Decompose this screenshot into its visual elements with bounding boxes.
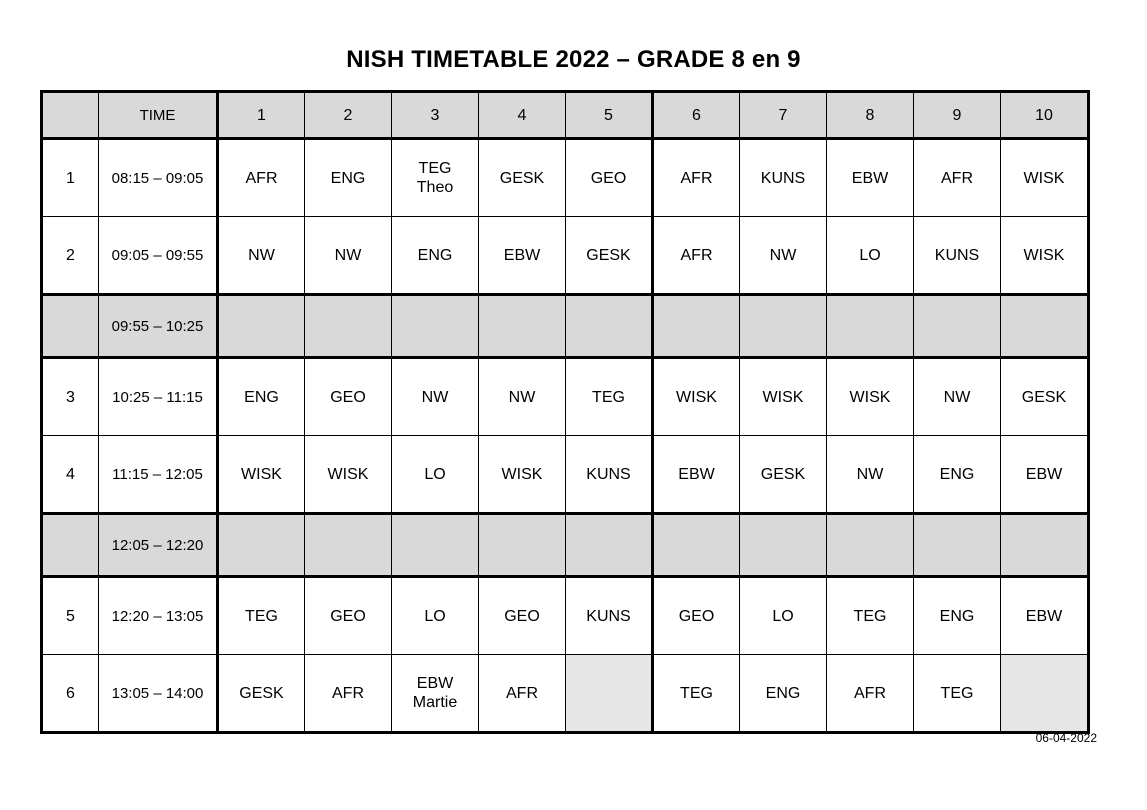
header-day-cell: 2 [305,92,392,139]
subject-cell: GEO [305,577,392,655]
subject-cell: LO [392,577,479,655]
subject-cell [392,655,479,733]
break-cell [653,514,740,577]
subject-cell: AFR [479,655,566,733]
subject-cell: EBW [1001,436,1089,514]
time-slot-cell: 10:25 – 11:15 [99,358,218,436]
subject-cell: GEO [305,358,392,436]
break-cell [827,295,914,358]
subject-cell: WISK [827,358,914,436]
break-cell [653,295,740,358]
break-cell [479,295,566,358]
subject-label: TEG [418,160,452,177]
period-row [42,577,1089,655]
header-day-cell: 1 [218,92,305,139]
subject-cell: NW [305,217,392,295]
print-date: 06-04-2022 [1035,731,1097,745]
break-cell [566,514,653,577]
subject-label: EBW [416,675,454,692]
subject-cell: WISK [740,358,827,436]
time-slot-cell: 09:55 – 10:25 [99,295,218,358]
header-corner-cell [42,92,99,139]
subject-cell: KUNS [740,139,827,217]
subject-cell: ENG [914,577,1001,655]
subject-cell: TEG [218,577,305,655]
header-day-cell: 8 [827,92,914,139]
subject-cell: WISK [305,436,392,514]
period-row [42,655,1089,733]
subject-cell: AFR [914,139,1001,217]
period-number-cell [42,295,99,358]
empty-cell [566,655,653,733]
subject-cell: TEG [653,655,740,733]
subject-cell: WISK [1001,139,1089,217]
period-number-cell: 5 [42,577,99,655]
header-day-cell: 7 [740,92,827,139]
header-day-cell: 3 [392,92,479,139]
subject-cell: KUNS [914,217,1001,295]
time-slot-cell: 11:15 – 12:05 [99,436,218,514]
header-day-cell: 9 [914,92,1001,139]
subject-cell: GEO [566,139,653,217]
subject-cell: LO [392,436,479,514]
break-cell [1001,514,1089,577]
subject-cell: AFR [827,655,914,733]
subject-cell: GESK [740,436,827,514]
subject-cell: AFR [218,139,305,217]
break-cell [392,295,479,358]
subject-cell: LO [827,217,914,295]
break-cell [305,514,392,577]
period-row [42,436,1089,514]
break-cell [740,514,827,577]
time-slot-cell: 09:05 – 09:55 [99,217,218,295]
subject-cell: GESK [1001,358,1089,436]
period-number-cell: 2 [42,217,99,295]
time-slot-cell: 12:05 – 12:20 [99,514,218,577]
subject-cell: AFR [305,655,392,733]
subject-cell: GESK [218,655,305,733]
subject-cell: ENG [392,217,479,295]
subject-cell: WISK [1001,217,1089,295]
timetable [40,90,1090,734]
subject-cell: WISK [479,436,566,514]
break-cell [218,295,305,358]
subject-cell: KUNS [566,577,653,655]
period-row [42,139,1089,217]
break-cell [479,514,566,577]
subject-cell [392,139,479,217]
break-cell [305,295,392,358]
break-cell [740,295,827,358]
subject-cell: ENG [740,655,827,733]
subject-cell: WISK [218,436,305,514]
subject-cell: GEO [479,577,566,655]
teacher-label: Martie [412,694,458,711]
empty-cell [1001,655,1089,733]
subject-cell: GESK [566,217,653,295]
subject-cell: LO [740,577,827,655]
header-day-cell: 5 [566,92,653,139]
subject-cell: EBW [479,217,566,295]
subject-cell: AFR [653,139,740,217]
subject-cell: ENG [218,358,305,436]
header-day-cell: 10 [1001,92,1089,139]
subject-cell: NW [827,436,914,514]
header-time-cell: TIME [99,92,218,139]
subject-cell: EBW [1001,577,1089,655]
period-number-cell: 1 [42,139,99,217]
break-cell [914,514,1001,577]
break-cell [827,514,914,577]
break-cell [392,514,479,577]
subject-cell: KUNS [566,436,653,514]
period-number-cell: 3 [42,358,99,436]
subject-cell: NW [392,358,479,436]
subject-cell: GEO [653,577,740,655]
period-number-cell: 4 [42,436,99,514]
break-cell [566,295,653,358]
time-slot-cell: 13:05 – 14:00 [99,655,218,733]
period-number-cell [42,514,99,577]
subject-cell: ENG [914,436,1001,514]
subject-cell: NW [218,217,305,295]
subject-cell: NW [740,217,827,295]
break-cell [914,295,1001,358]
break-cell [1001,295,1089,358]
time-slot-cell: 08:15 – 09:05 [99,139,218,217]
subject-cell: TEG [827,577,914,655]
period-row [42,217,1089,295]
subject-cell: NW [914,358,1001,436]
subject-cell: GESK [479,139,566,217]
subject-cell: WISK [653,358,740,436]
break-row [42,295,1089,358]
header-day-cell: 4 [479,92,566,139]
period-number-cell: 6 [42,655,99,733]
subject-cell: EBW [827,139,914,217]
period-row [42,358,1089,436]
break-cell [218,514,305,577]
subject-cell: NW [479,358,566,436]
page-title: NISH TIMETABLE 2022 – GRADE 8 en 9 [346,46,801,73]
header-row [42,92,1089,139]
subject-cell: TEG [914,655,1001,733]
subject-cell: TEG [566,358,653,436]
subject-cell: EBW [653,436,740,514]
time-slot-cell: 12:20 – 13:05 [99,577,218,655]
header-day-cell: 6 [653,92,740,139]
subject-cell: ENG [305,139,392,217]
subject-cell: AFR [653,217,740,295]
break-row [42,514,1089,577]
teacher-label: Theo [416,179,454,196]
